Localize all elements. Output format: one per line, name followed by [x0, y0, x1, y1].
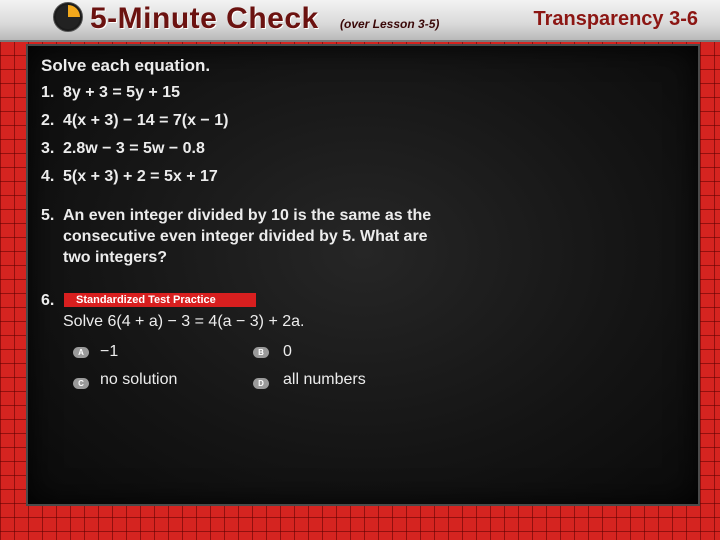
standardized-test-banner: Standardized Test Practice	[64, 293, 256, 307]
question-5-line-3: two integers?	[63, 249, 168, 266]
choice-a-badge[interactable]: A	[73, 347, 89, 358]
choice-d-badge[interactable]: D	[253, 378, 269, 389]
question-5-line-1	[41, 207, 431, 225]
question-text: 5(x + 3) + 2 = 5x + 17	[63, 168, 218, 185]
question-5-line-2: consecutive even integer divided by 5. What are	[63, 228, 428, 245]
question-text: An even integer divided by 10 is the same as the	[63, 207, 432, 224]
choice-b-badge[interactable]: B	[253, 347, 269, 358]
clock-icon	[53, 2, 83, 32]
question-text: 8y + 3 = 5y + 15	[63, 84, 180, 101]
question-number: 5.	[41, 207, 55, 224]
question-6-equation: Solve 6(4 + a) − 3 = 4(a − 3) + 2a.	[63, 313, 305, 330]
transparency-label: Transparency 3-6	[533, 8, 698, 30]
question-2	[41, 112, 228, 130]
page-title: 5-Minute Check	[90, 2, 319, 35]
question-text: 2.8w − 3 = 5w − 0.8	[63, 140, 205, 157]
choice-c-badge[interactable]: C	[73, 378, 89, 389]
choice-b-text[interactable]: 0	[283, 343, 292, 360]
question-number: 4.	[41, 168, 55, 185]
question-number: 1.	[41, 84, 55, 101]
question-number: 2.	[41, 112, 55, 129]
choice-d-text[interactable]: all numbers	[283, 371, 366, 388]
chalkboard-panel	[26, 44, 700, 506]
question-1	[41, 84, 180, 102]
choice-c-text[interactable]: no solution	[100, 371, 178, 388]
question-text: 4(x + 3) − 14 = 7(x − 1)	[63, 112, 229, 129]
header-bar	[0, 0, 720, 42]
question-number: 3.	[41, 140, 55, 157]
lesson-subtitle: (over Lesson 3-5)	[340, 17, 440, 31]
question-3	[41, 140, 205, 158]
question-6-number: 6.	[41, 292, 55, 309]
question-4	[41, 168, 218, 186]
instructions-heading: Solve each equation.	[41, 56, 211, 75]
choice-a-text[interactable]: −1	[100, 343, 119, 360]
